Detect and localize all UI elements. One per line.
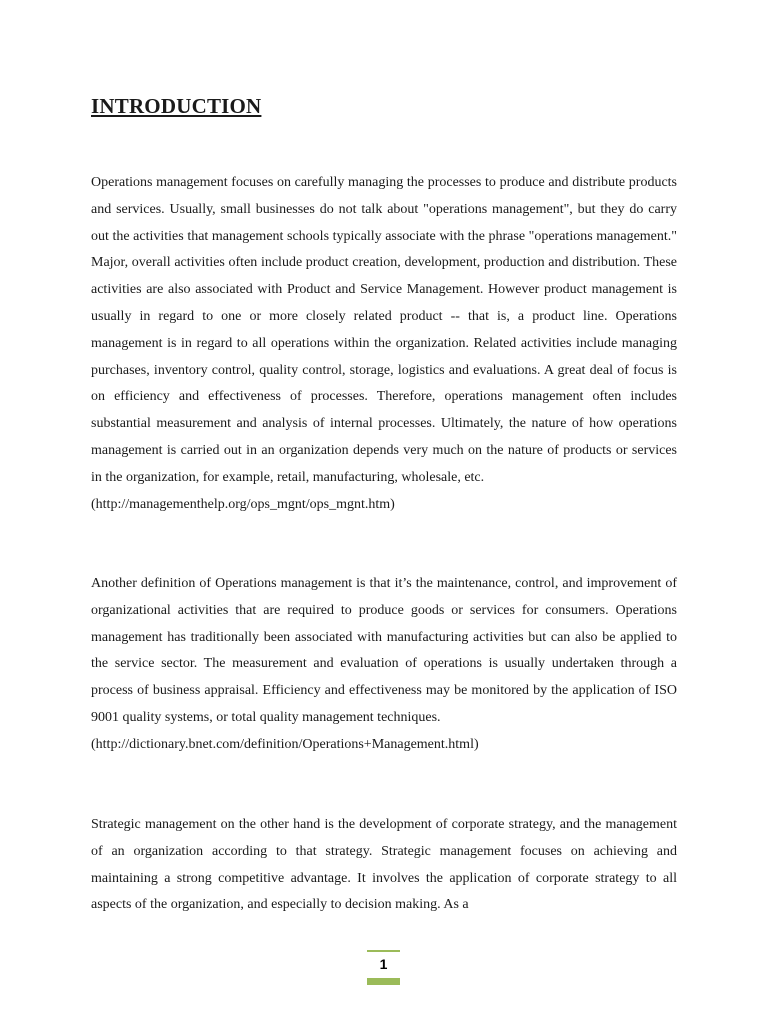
page-number: 1 bbox=[379, 956, 388, 972]
paragraph-text: Operations management focuses on carefully managing the processes to produce and distribute products and services. Usually, small businesses do not talk about "operations management", but they do carry out the activities that management schools typically associate with the phrase "operations management." Major, overall activities often include product creation, development, production and distribution. These activities are also associated with Product and Service Management. However product management is usually in regard to one or more closely related product -- that is, a product line. Operations management is in regard to all operations within the organization. Related activities include managing purchases, inventory control, quality control, storage, logistics and evaluations. A great deal of focus is on efficiency and effectiveness of processes. Therefore, operations management often includes substantial measurement and analysis of internal processes. Ultimately, the nature of how operations management is carried out in an organization depends very much on the nature of products or services in the organization, for example, retail, manufacturing, wholesale, etc. bbox=[91, 175, 677, 485]
page-number-box bbox=[367, 950, 400, 985]
page-number-bottom-bar bbox=[367, 978, 400, 985]
paragraph-text: Another definition of Operations management is that it’s the maintenance, control, and improvement of organizational activities that are required to produce goods or services for consumers. Operations management has traditionally been associated with manufacturing activities but can also be applied to the service sector. The measurement and evaluation of operations is usually undertaken through a process of business appraisal. Efficiency and effectiveness may be monitored by the application of ISO 9001 quality systems, or total quality management techniques. bbox=[91, 576, 677, 725]
page-title: INTRODUCTION bbox=[91, 94, 262, 118]
paragraph-another-definition bbox=[91, 571, 677, 759]
paragraph-strategic-management bbox=[91, 812, 677, 919]
page-number-top-rule bbox=[367, 950, 400, 952]
paragraph-operations-management bbox=[91, 170, 677, 518]
paragraph-text: Strategic management on the other hand is the development of corporate strategy, and the management of an organization according to that strategy. Strategic management focuses on achieving and maintaining a strong competitive advantage. It involves the application of corporate strategy to all aspects of the organization, and especially to decision making. As a bbox=[91, 817, 677, 913]
source-citation: (http://managementhelp.org/ops_mgnt/ops_mgnt.htm) bbox=[91, 496, 395, 512]
source-citation: (http://dictionary.bnet.com/definition/Operations+Management.html) bbox=[91, 736, 479, 752]
